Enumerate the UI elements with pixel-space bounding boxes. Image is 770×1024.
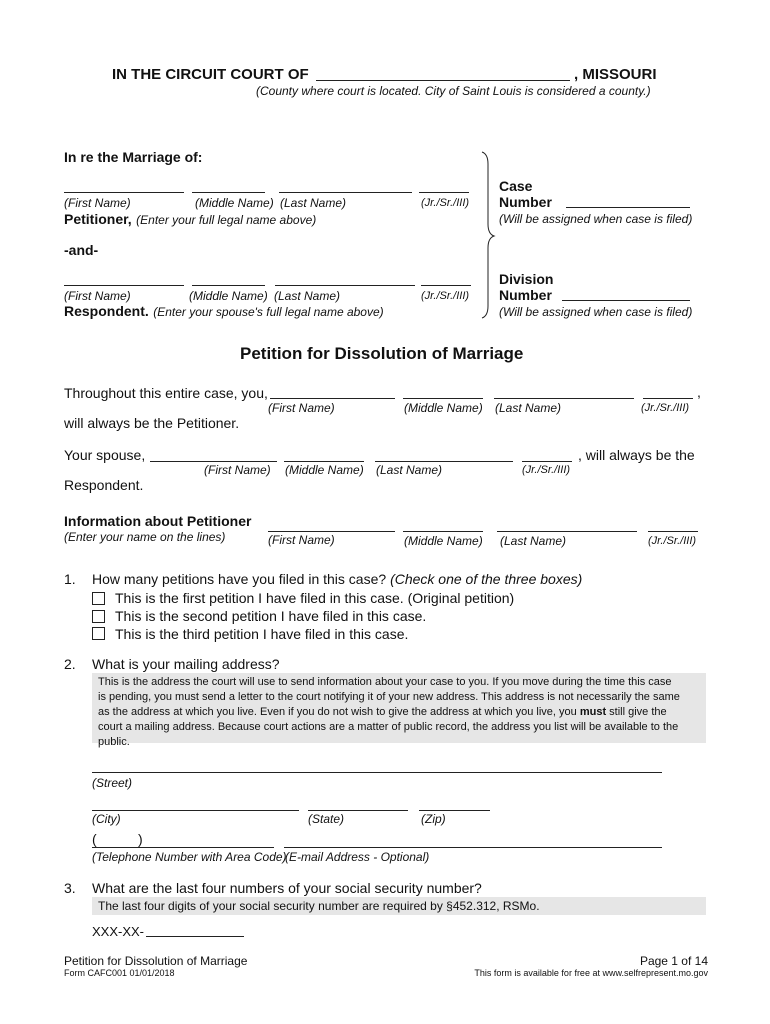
respondent-row [64, 303, 384, 321]
spouse-suffix-label: (Jr./Sr./III) [522, 464, 571, 476]
petitioner-last-line[interactable] [279, 192, 412, 193]
throughout-first-label: (First Name) [268, 401, 335, 415]
respondent-middle-label: (Middle Name) [189, 289, 268, 303]
throughout-comma: , [697, 384, 701, 400]
info-last-line[interactable] [497, 531, 637, 532]
q1-instruction: (Check one of the three boxes) [390, 571, 583, 587]
area-code-close: ) [138, 831, 143, 847]
respondent-first-label: (First Name) [64, 289, 131, 303]
q3-note: The last four digits of your social security number are required by §452.312, RSMo. [92, 897, 706, 915]
email-label: (E-mail Address - Optional) [285, 850, 430, 864]
info-first-line[interactable] [268, 531, 395, 532]
in-re-label: In re the Marriage of: [64, 149, 203, 165]
petitioner-last-label: (Last Name) [280, 196, 347, 210]
info-first-label: (First Name) [268, 533, 335, 547]
q1-option-3-checkbox[interactable] [92, 627, 105, 640]
city-label: (City) [92, 812, 121, 826]
throughout-suffix-label: (Jr./Sr./III) [641, 402, 690, 414]
case-label-2: Number [499, 194, 552, 210]
throughout-middle-line[interactable] [403, 398, 483, 399]
zip-label: (Zip) [421, 812, 446, 826]
throughout-last-label: (Last Name) [495, 401, 562, 415]
petitioner-middle-label: (Middle Name) [195, 196, 274, 210]
page-title: Petition for Dissolution of Marriage [240, 344, 524, 363]
q2-note [92, 673, 706, 748]
q2-note-line-4: court a mailing address. Because court actions are a matter of public record, the address you list will be available to the [98, 721, 679, 733]
q3-number: 3. [64, 880, 76, 896]
q2-note-line-5: public. [98, 736, 130, 748]
court-prefix: IN THE CIRCUIT COURT OF [112, 66, 309, 83]
spouse-middle-line[interactable] [284, 461, 364, 462]
info-suffix-label: (Jr./Sr./III) [648, 535, 697, 547]
q2-note-line-2: is pending, you must send a letter to the court notifying it of your new address. This address is not necessarily the same [98, 691, 680, 703]
q1-row [92, 571, 582, 587]
q1-option-1-checkbox[interactable] [92, 592, 105, 605]
zip-line[interactable] [419, 810, 490, 811]
spouse-middle-label: (Middle Name) [285, 463, 364, 477]
throughout-first-line[interactable] [270, 398, 395, 399]
footer-form-id: Form CAFC001 01/01/2018 [64, 968, 175, 978]
q1-option-1-label: This is the first petition I have filed in this case. (Original petition) [115, 590, 515, 606]
info-middle-label: (Middle Name) [404, 534, 483, 548]
petitioner-first-label: (First Name) [64, 196, 131, 210]
ssn-last-four-line[interactable] [146, 936, 244, 937]
q2-question: What is your mailing address? [92, 656, 280, 672]
petitioner-first-line[interactable] [64, 192, 184, 193]
case-label-1: Case [499, 178, 533, 194]
spouse-last-label: (Last Name) [376, 463, 443, 477]
throughout-text: Throughout this entire case, you, [64, 385, 268, 401]
state-line[interactable] [308, 810, 408, 811]
throughout-last-line[interactable] [494, 398, 634, 399]
info-suffix-line[interactable] [648, 531, 698, 532]
footer-page-number: Page 1 of 14 [639, 954, 708, 968]
petitioner-note: (Enter your full legal name above) [136, 213, 317, 227]
email-line[interactable] [284, 847, 662, 848]
street-line[interactable] [92, 772, 662, 773]
throughout-middle-label: (Middle Name) [404, 401, 483, 415]
always-petitioner-text: will always be the Petitioner. [64, 415, 240, 431]
petitioner-suffix-label: (Jr./Sr./III) [421, 197, 470, 209]
respondent-suffix-line[interactable] [421, 285, 471, 286]
footer-form-title: Petition for Dissolution of Marriage [64, 954, 248, 968]
spouse-first-line[interactable] [150, 461, 277, 462]
case-note: (Will be assigned when case is filed) [499, 212, 693, 226]
petitioner-middle-line[interactable] [192, 192, 265, 193]
petitioner-info-heading: Information about Petitioner [64, 513, 252, 529]
info-last-label: (Last Name) [500, 534, 567, 548]
petitioner-suffix-line[interactable] [419, 192, 469, 193]
division-label-2: Number [499, 287, 552, 303]
q3-question: What are the last four numbers of your social security number? [92, 880, 482, 896]
q2-note-still: still give the [606, 706, 667, 718]
spouse-first-label: (First Name) [204, 463, 271, 477]
division-number-line[interactable] [562, 300, 690, 301]
throughout-suffix-line[interactable] [643, 398, 693, 399]
division-note: (Will be assigned when case is filed) [499, 305, 693, 319]
petitioner-info-note: (Enter your name on the lines) [64, 530, 226, 544]
and-label: -and- [64, 242, 99, 258]
respondent-suffix-label: (Jr./Sr./III) [421, 290, 470, 302]
your-spouse-text: Your spouse, [64, 447, 146, 463]
q1-option-2-label: This is the second petition I have filed in this case. [115, 608, 427, 624]
q1-option-2-checkbox[interactable] [92, 610, 105, 623]
county-line[interactable] [316, 80, 570, 81]
area-code-open: ( [92, 831, 97, 847]
spouse-last-line[interactable] [375, 461, 513, 462]
respondent-last-line[interactable] [275, 285, 415, 286]
division-label-1: Division [499, 271, 554, 287]
case-number-line[interactable] [566, 207, 690, 208]
phone-line[interactable] [92, 847, 274, 848]
q2-number: 2. [64, 656, 76, 672]
petitioner-label: Petitioner, [64, 211, 132, 227]
respondent-label: Respondent. [64, 303, 149, 319]
footer-availability: This form is available for free at www.selfrepresent.mo.gov [474, 968, 708, 978]
respondent-text: Respondent. [64, 477, 144, 493]
county-note: (County where court is located. City of Saint Louis is considered a county.) [256, 84, 651, 98]
petitioner-row [64, 211, 316, 229]
state-label: (State) [308, 812, 345, 826]
q2-note-line-1: This is the address the court will use to send information about your case to you. If you move during the time this case [98, 676, 672, 688]
respondent-last-label: (Last Name) [274, 289, 341, 303]
respondent-middle-line[interactable] [192, 285, 265, 286]
q2-note-line-3-row [98, 705, 700, 720]
respondent-note: (Enter your spouse's full legal name above) [153, 305, 384, 319]
q1-question: How many petitions have you filed in this case? [92, 571, 387, 587]
info-middle-line[interactable] [403, 531, 483, 532]
q1-number: 1. [64, 571, 76, 587]
q2-note-must: must [579, 706, 607, 718]
street-label: (Street) [92, 776, 133, 790]
ssn-prefix: XXX-XX- [92, 924, 145, 939]
court-suffix: , MISSOURI [574, 66, 657, 83]
respondent-first-line[interactable] [64, 285, 184, 286]
phone-label: (Telephone Number with Area Code) [92, 850, 287, 864]
always-be-the-text: , will always be the [578, 447, 695, 463]
caption-brace [474, 150, 496, 320]
q2-note-line-3: as the address at which you live. Even if you do not wish to give the address at which you live, you [98, 706, 577, 718]
city-line[interactable] [92, 810, 299, 811]
spouse-suffix-line[interactable] [522, 461, 572, 462]
q1-option-3-label: This is the third petition I have filed in this case. [115, 626, 409, 642]
